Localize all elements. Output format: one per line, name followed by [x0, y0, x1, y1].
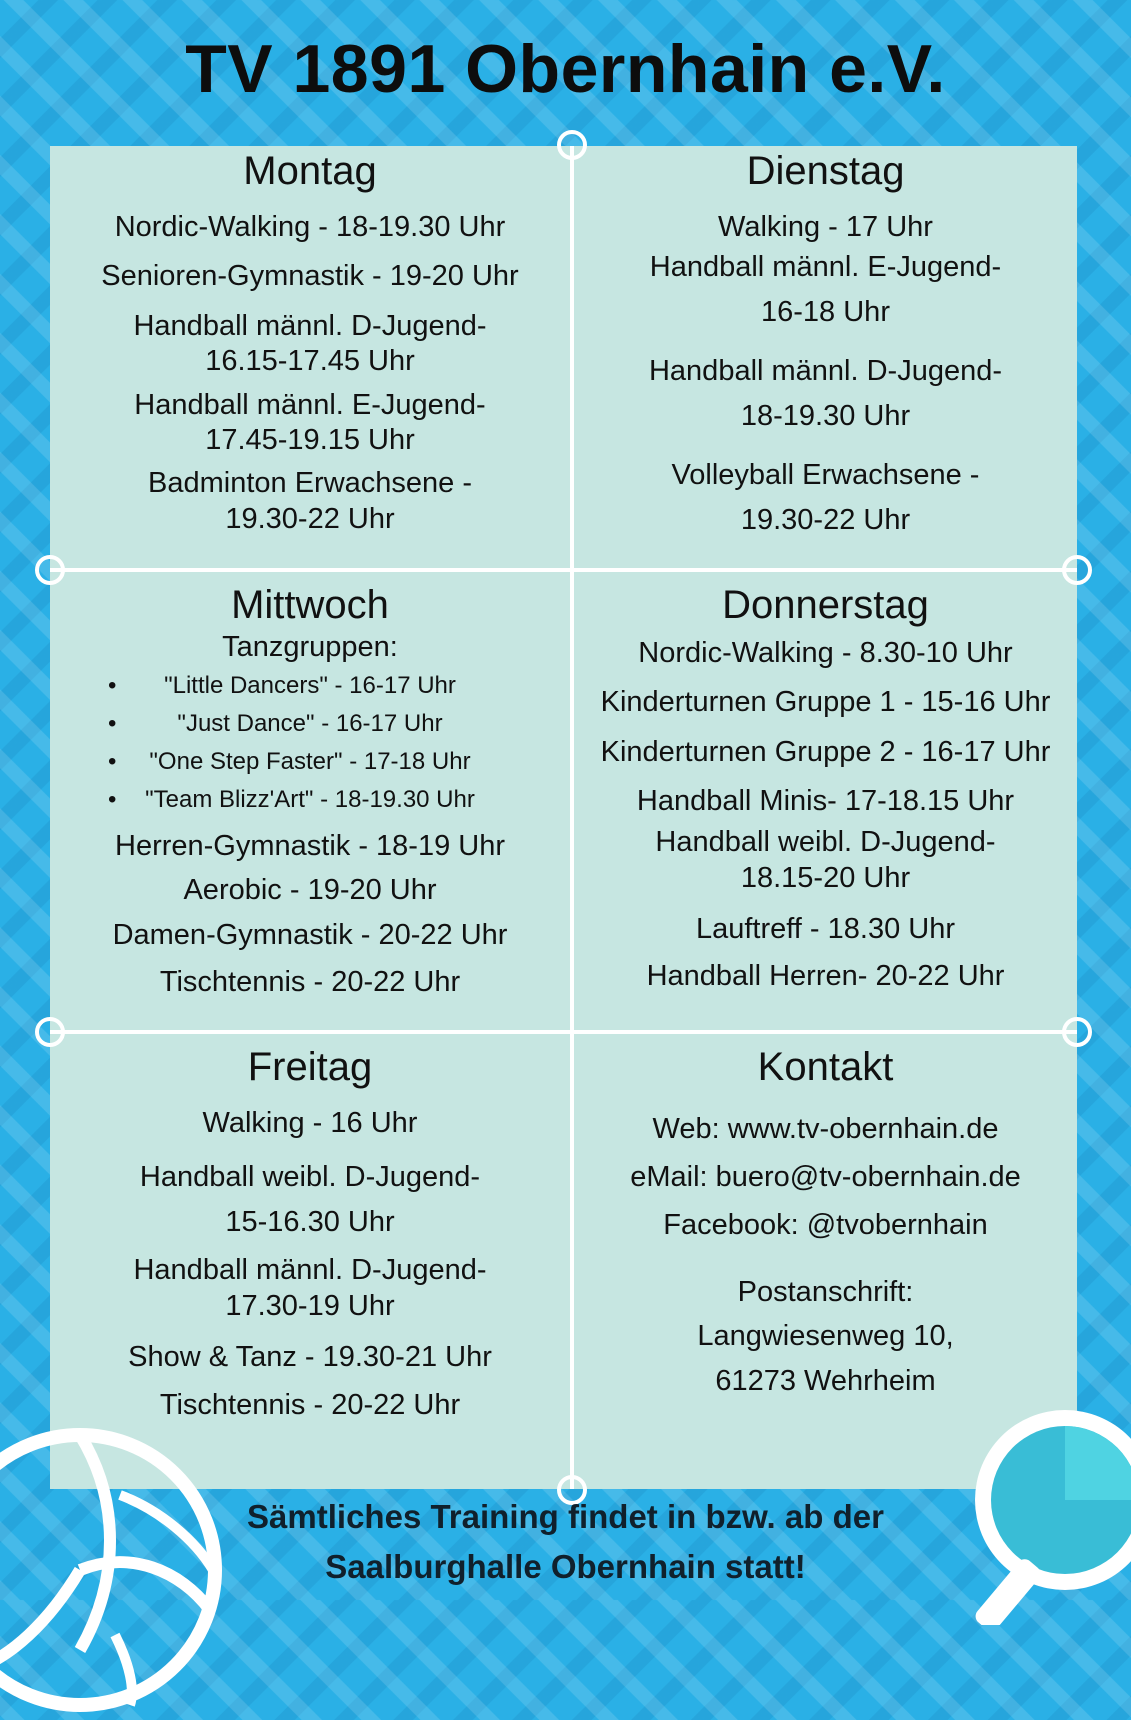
day-donnerstag — [574, 580, 1077, 999]
list-item — [50, 667, 570, 705]
day-heading-freitag: Freitag — [247, 1045, 373, 1089]
kontakt-heading: Kontakt — [757, 1045, 894, 1089]
entry: Tischtennis - 20-22 Uhr — [159, 1388, 461, 1421]
entry: Nordic-Walking - 18-19.30 Uhr — [114, 211, 506, 243]
kontakt-web-link[interactable]: Web: www.tv-obernhain.de — [652, 1113, 999, 1145]
entry: Handball weibl. D-Jugend- — [139, 1161, 481, 1194]
entry: 16.15-17.45 Uhr — [205, 345, 415, 378]
entry: Badminton Erwachsene - — [148, 467, 472, 500]
entry: Aerobic - 19-20 Uhr — [183, 873, 437, 906]
day-mittwoch — [50, 580, 570, 1005]
bullet: • — [108, 710, 117, 738]
schedule-board — [50, 146, 1077, 1489]
entry: Handball männl. D-Jugend- — [133, 309, 487, 342]
entry: 16-18 Uhr — [761, 296, 890, 329]
list-item — [50, 743, 570, 781]
entry: 15-16.30 Uhr — [225, 1206, 395, 1239]
kontakt-facebook-link[interactable]: Facebook: @tvobernhain — [663, 1208, 988, 1241]
entry: Show & Tanz - 19.30-21 Uhr — [128, 1341, 492, 1373]
tanzgruppen-list — [50, 667, 570, 819]
entry: Lauftreff - 18.30 Uhr — [695, 913, 955, 946]
day-heading-montag: Montag — [243, 149, 377, 193]
court-line-horizontal-upper — [50, 568, 1077, 572]
entry: Handball männl. D-Jugend- — [133, 1254, 487, 1287]
entry: 19.30-22 Uhr — [225, 502, 395, 535]
list-item-text: "Team Blizz'Art" - 18-19.30 Uhr — [145, 786, 475, 814]
list-item-text: "One Step Faster" - 17-18 Uhr — [149, 748, 471, 776]
entry: 19.30-22 Uhr — [740, 504, 911, 537]
entry: 17.45-19.15 Uhr — [205, 423, 415, 456]
page-title: TV 1891 Obernhain e.V. — [185, 31, 946, 107]
entry: 17.30-19 Uhr — [225, 1289, 395, 1322]
entry: 18-19.30 Uhr — [740, 400, 911, 433]
table-tennis-paddle-icon — [955, 1405, 1131, 1625]
entry: Senioren-Gymnastik - 19-20 Uhr — [101, 260, 519, 293]
entry: Nordic-Walking - 8.30-10 Uhr — [638, 637, 1013, 669]
entry: Kinderturnen Gruppe 1 - 15-16 Uhr — [600, 685, 1051, 718]
entry: Handball Herren- 20-22 Uhr — [646, 959, 1005, 992]
kontakt-section — [574, 1042, 1077, 1404]
day-heading-donnerstag: Donnerstag — [722, 583, 929, 627]
day-heading-dienstag: Dienstag — [746, 149, 905, 193]
day-montag — [50, 146, 570, 537]
list-item-text: "Just Dance" - 16-17 Uhr — [177, 710, 443, 738]
entry: Handball männl. E-Jugend- — [649, 251, 1002, 284]
volleyball-icon — [0, 1420, 230, 1720]
kontakt-city: 61273 Wehrheim — [715, 1365, 936, 1398]
bullet: • — [108, 748, 117, 776]
entry: 18.15-20 Uhr — [740, 861, 911, 894]
entry: Handball weibl. D-Jugend- — [655, 826, 996, 859]
entry: Volleyball Erwachsene - — [671, 459, 980, 492]
bullet: • — [108, 786, 117, 814]
list-item — [50, 781, 570, 819]
entry: Handball männl. E-Jugend- — [134, 388, 486, 421]
entry: Kinderturnen Gruppe 2 - 16-17 Uhr — [600, 735, 1051, 768]
kontakt-email-link[interactable]: eMail: buero@tv-obernhain.de — [630, 1160, 1021, 1193]
day-heading-mittwoch: Mittwoch — [231, 583, 389, 627]
entry: Handball männl. D-Jugend- — [648, 355, 1003, 388]
footer-line-2: Saalburghalle Obernhain statt! — [325, 1548, 806, 1585]
entry: Walking - 16 Uhr — [202, 1107, 418, 1139]
entry: Handball Minis- 17-18.15 Uhr — [636, 784, 1015, 817]
list-item — [50, 705, 570, 743]
kontakt-post-label: Postanschrift: — [737, 1275, 914, 1308]
list-item-text: "Little Dancers" - 16-17 Uhr — [164, 672, 456, 700]
day-freitag — [50, 1042, 570, 1430]
entry: Herren-Gymnastik - 18-19 Uhr — [115, 830, 505, 863]
court-line-horizontal-lower — [50, 1030, 1077, 1034]
footer-line-1: Sämtliches Training findet in bzw. ab der — [247, 1498, 884, 1535]
entry: Tischtennis - 20-22 Uhr — [159, 965, 461, 998]
entry: Damen-Gymnastik - 20-22 Uhr — [112, 919, 508, 952]
bullet: • — [108, 672, 117, 700]
kontakt-street: Langwiesenweg 10, — [697, 1320, 954, 1353]
entry: Walking - 17 Uhr — [718, 211, 933, 243]
day-dienstag — [574, 146, 1077, 543]
tanzgruppen-heading: Tanzgruppen: — [222, 631, 398, 663]
